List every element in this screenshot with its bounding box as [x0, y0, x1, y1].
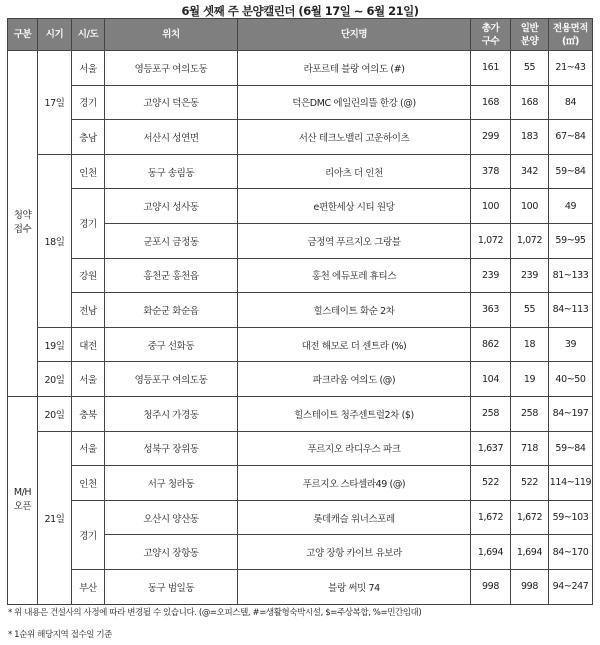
area-cell: 114~119: [549, 466, 593, 501]
location-cell: 서구 청라동: [105, 466, 238, 501]
header-total-units: 총가 구수: [471, 19, 511, 51]
table-header-row: [8, 19, 593, 51]
region-cell: 인천: [72, 466, 105, 501]
area-cell: 94~247: [549, 569, 593, 604]
area-cell: 81~133: [549, 258, 593, 293]
general-units-cell: 55: [511, 51, 549, 86]
region-cell: 충남: [72, 120, 105, 155]
location-cell: 고양시 성사동: [105, 189, 238, 224]
region-cell: 경기: [72, 500, 105, 569]
total-units-cell: 258: [471, 396, 511, 431]
date-cell: 19일: [38, 327, 72, 362]
complex-name-cell: 서산 테크노밸리 고운하이츠: [238, 120, 471, 155]
region-cell: 서울: [72, 362, 105, 397]
region-cell: 충북: [72, 396, 105, 431]
footnote-disclaimer: * 위 내용은 건설사의 사정에 따라 변경될 수 있습니다. (@=오피스텔, #=생활형숙박시설, $=주상복합, %=민간임대): [8, 608, 422, 618]
general-units-cell: 342: [511, 154, 549, 189]
general-units-cell: 718: [511, 431, 549, 466]
region-cell: 대전: [72, 327, 105, 362]
total-units-cell: 998: [471, 569, 511, 604]
date-cell: 21일: [38, 431, 72, 604]
header-category: 구분: [8, 19, 38, 51]
complex-name-cell: 힐스테이트 청주센트럴2차 ($): [238, 396, 471, 431]
location-cell: 영등포구 여의도동: [105, 51, 238, 86]
general-units-cell: 1,694: [511, 535, 549, 570]
region-cell: 경기: [72, 189, 105, 258]
table-row: [8, 569, 593, 604]
date-cell: 17일: [38, 51, 72, 155]
complex-name-cell: 라포르테 블랑 여의도 (#): [238, 51, 471, 86]
location-cell: 서산시 성연면: [105, 120, 238, 155]
complex-name-cell: 덕은DMC 에일린의뜰 한강 (@): [238, 85, 471, 120]
total-units-cell: 862: [471, 327, 511, 362]
region-cell: 전남: [72, 293, 105, 328]
area-cell: 59~84: [549, 431, 593, 466]
total-units-cell: 522: [471, 466, 511, 501]
table-row: [8, 51, 593, 86]
table-row: [8, 431, 593, 466]
location-cell: 청주시 가경동: [105, 396, 238, 431]
table-row: [8, 327, 593, 362]
area-cell: 84: [549, 85, 593, 120]
total-units-cell: 363: [471, 293, 511, 328]
complex-name-cell: 파크라움 여의도 (@): [238, 362, 471, 397]
complex-name-cell: 고양 장항 카이브 유보라: [238, 535, 471, 570]
area-cell: 84~113: [549, 293, 593, 328]
table-row: [8, 466, 593, 501]
table-row: [8, 258, 593, 293]
total-units-cell: 100: [471, 189, 511, 224]
area-cell: 59~84: [549, 154, 593, 189]
area-cell: 84~197: [549, 396, 593, 431]
header-location: 위치: [105, 19, 238, 51]
date-cell: 20일: [38, 362, 72, 397]
total-units-cell: 1,672: [471, 500, 511, 535]
total-units-cell: 1,694: [471, 535, 511, 570]
area-cell: 59~95: [549, 223, 593, 258]
general-units-cell: 168: [511, 85, 549, 120]
area-cell: 49: [549, 189, 593, 224]
location-cell: 홍천군 홍천읍: [105, 258, 238, 293]
area-cell: 39: [549, 327, 593, 362]
page-title: 6월 셋째 주 분양캘린더 (6월 17일 ~ 6월 21일): [181, 4, 419, 18]
general-units-cell: 183: [511, 120, 549, 155]
general-units-cell: 55: [511, 293, 549, 328]
complex-name-cell: 힐스테이트 화순 2차: [238, 293, 471, 328]
region-cell: 인천: [72, 154, 105, 189]
header-date: 시기: [38, 19, 72, 51]
general-units-cell: 258: [511, 396, 549, 431]
area-cell: 21~43: [549, 51, 593, 86]
total-units-cell: 299: [471, 120, 511, 155]
total-units-cell: 239: [471, 258, 511, 293]
general-units-cell: 19: [511, 362, 549, 397]
area-cell: 84~170: [549, 535, 593, 570]
location-cell: 오산시 양산동: [105, 500, 238, 535]
date-cell: 20일: [38, 396, 72, 431]
total-units-cell: 1,637: [471, 431, 511, 466]
region-cell: 강원: [72, 258, 105, 293]
total-units-cell: 378: [471, 154, 511, 189]
table-row: [8, 85, 593, 120]
location-cell: 중구 선화동: [105, 327, 238, 362]
complex-name-cell: 푸르지오 라디우스 파크: [238, 431, 471, 466]
region-cell: 서울: [72, 51, 105, 86]
area-cell: 67~84: [549, 120, 593, 155]
footnote-basis: * 1순위 해당지역 접수일 기준: [8, 630, 112, 640]
table-row: [8, 189, 593, 224]
location-cell: 화순군 화순읍: [105, 293, 238, 328]
region-cell: 서울: [72, 431, 105, 466]
complex-name-cell: 리아츠 더 인천: [238, 154, 471, 189]
location-cell: 고양시 덕은동: [105, 85, 238, 120]
location-cell: 동구 송림동: [105, 154, 238, 189]
header-area: 전용면적 (㎡): [549, 19, 593, 51]
category-cell: M/H 오픈: [8, 396, 38, 604]
general-units-cell: 1,672: [511, 500, 549, 535]
region-cell: 부산: [72, 569, 105, 604]
category-cell: 청약 접수: [8, 51, 38, 397]
header-general-units: 일반 분양: [511, 19, 549, 51]
general-units-cell: 522: [511, 466, 549, 501]
area-cell: 59~103: [549, 500, 593, 535]
complex-name-cell: 블랑 써밋 74: [238, 569, 471, 604]
complex-name-cell: 대전 해모로 더 센트라 (%): [238, 327, 471, 362]
sales-calendar-table: [7, 18, 593, 605]
total-units-cell: 104: [471, 362, 511, 397]
complex-name-cell: 홍천 에듀포레 휴티스: [238, 258, 471, 293]
date-cell: 18일: [38, 154, 72, 327]
header-region: 시/도: [72, 19, 105, 51]
table-row: [8, 396, 593, 431]
general-units-cell: 1,072: [511, 223, 549, 258]
general-units-cell: 998: [511, 569, 549, 604]
complex-name-cell: 롯데캐슬 위너스포레: [238, 500, 471, 535]
general-units-cell: 18: [511, 327, 549, 362]
total-units-cell: 161: [471, 51, 511, 86]
table-row: [8, 293, 593, 328]
location-cell: 성북구 장위동: [105, 431, 238, 466]
area-cell: 40~50: [549, 362, 593, 397]
region-cell: 경기: [72, 85, 105, 120]
table-row: [8, 120, 593, 155]
location-cell: 영등포구 여의도동: [105, 362, 238, 397]
general-units-cell: 239: [511, 258, 549, 293]
header-complex-name: 단지명: [238, 19, 471, 51]
table-row: [8, 154, 593, 189]
table-row: [8, 362, 593, 397]
total-units-cell: 1,072: [471, 223, 511, 258]
location-cell: 군포시 금정동: [105, 223, 238, 258]
complex-name-cell: e편한세상 시티 원당: [238, 189, 471, 224]
location-cell: 동구 범일동: [105, 569, 238, 604]
complex-name-cell: 금정역 푸르지오 그랑블: [238, 223, 471, 258]
general-units-cell: 100: [511, 189, 549, 224]
table-row: [8, 500, 593, 535]
location-cell: 고양시 장항동: [105, 535, 238, 570]
total-units-cell: 168: [471, 85, 511, 120]
complex-name-cell: 푸르지오 스타셀라49 (@): [238, 466, 471, 501]
